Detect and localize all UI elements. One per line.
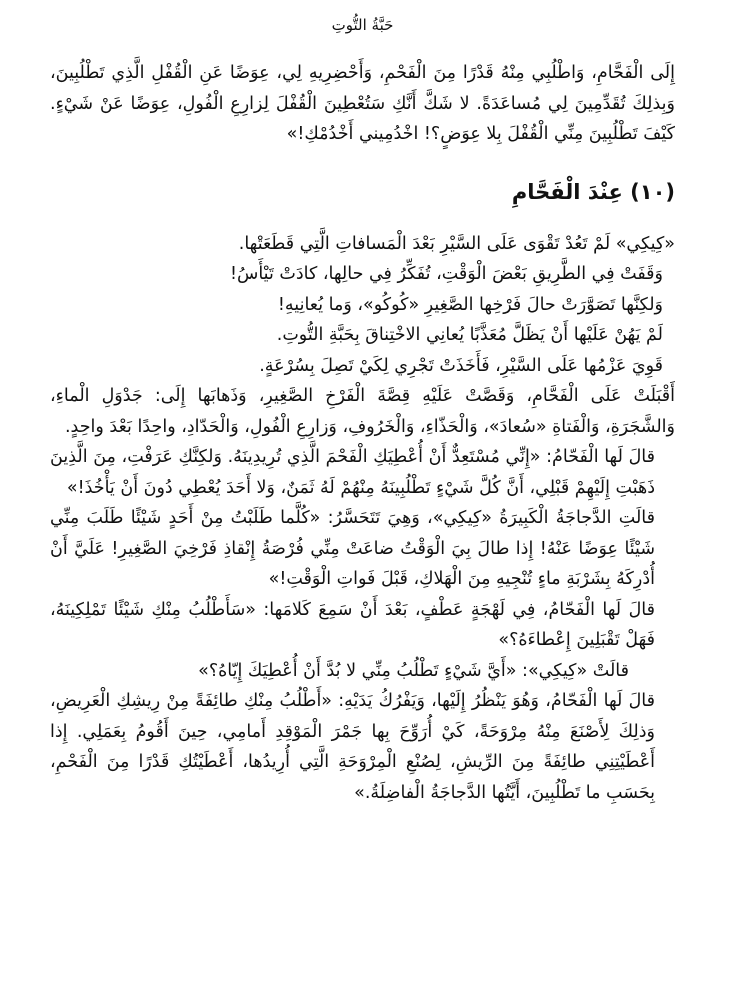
paragraph: قالَتِ الدَّجاجَةُ الْكَبِيرَةُ «كِيكِي»، وَهِيَ تَتَحَسَّرُ: «كُلَّما طَلَبْتُ مِنْ أَحَدٍ شَيْئًا طَلَبَ مِنِّي شَيْئًا عِوَضًا عَنْهُ! إِذا طالَ بِيَ الْوَقْتُ ضاعَتْ مِنِّي فُرْصَةُ إِنْقاذِ فَرْخِيَ الصَّغِيرِ! عَلَيَّ أَنْ أُدْرِكَهُ بِشَرْبَةِ ماءٍ تُنْجِيهِ مِنَ الْهَلاكِ، قَبْلَ فَواتِ الْوَقْتِ!» [50,508,655,589]
paragraph: وَقَفَتْ فِي الطَّرِيقِ بَعْضَ الْوَقْتِ، تُفَكِّرُ فِي حالِها، كادَتْ تَيْأَسُ! [229,264,663,284]
paragraph: قالَتْ «كِيكِي»: «أَيَّ شَيْءٍ تَطْلُبُ مِنِّي لا بُدَّ أَنْ أُعْطِيَكَ إِيّاهُ؟» [198,660,629,681]
running-header: حَبَّةُ التُّوتِ [331,16,394,34]
paragraph: قالَ لَها الْفَحّامُ: «إِنِّي مُسْتَعِدٌّ أَنْ أُعْطِيَكِ الْفَحْمَ الَّذِي تُرِيدِينَهُ. وَلكِنَّكِ عَرَفْتِ، مِنَ الَّذِينَ ذَهَبْتِ إِلَيْهِمْ قَبْلِي، أَنَّ كُلَّ شَيْءٍ تَطْلُبِينَهُ مِنْهُمْ لَهُ ثَمَنٌ، وَلا أَحَدَ يُعْطِي دُونَ أَنْ يَأْخُذَ!» [50,447,655,498]
section-heading: (١٠) عِنْدَ الْفَحَّامِ [511,179,675,204]
paragraph: قالَ لَها الْفَحّامُ، فِي لَهْجَةٍ عَطْفٍ، بَعْدَ أَنْ سَمِعَ كَلامَها: «سَأَطْلُبُ مِنْكِ شَيْئًا تَمْلِكِينَهُ، فَهَلْ تَقْبَلِينَ إِعْطاءَهُ؟» [50,599,655,650]
paragraph: «كِيكِي» لَمْ تَعُدْ تَقْوَى عَلَى السَّيْرِ بَعْدَ الْمَسافاتِ الَّتِي قَطَعَتْها. [238,233,675,254]
opening-paragraph: إِلَى الْفَحَّامِ، وَاطْلُبِي مِنْهُ قَدْرًا مِنَ الْفَحْمِ، وَأَحْضِرِيهِ لِي، عِوَضًا عَنِ الْقُفْلِ الَّذِي تَطْلُبِينَ، وَبِذلِكَ تُقَدِّمِينَ لِي مُساعَدَةً. لا شَكَّ أَنَّكِ سَتُعْطِينَ الْقُفْلَ لِزارِعِ الْفُولِ، عِوَضًا عَنْ شَيْءٍ. كَيْفَ تَطْلُبِينَ مِنِّي الْقُفْلَ بِلا عِوَضٍ؟! اخْدُمِيني أَخْدُمْكِ!» [50,63,675,144]
paragraph: قَوِيَ عَزْمُها عَلَى السَّيْرِ، فَأَخَذَتْ تَجْرِي لِكَيْ تَصِلَ بِسُرْعَةٍ. [259,355,663,376]
paragraph: وَلكِنَّها تَصَوَّرَتْ حالَ فَرْخِها الصَّغِيرِ «كُوكُو»، وَما يُعانِيهِ! [277,294,663,315]
paragraph: أَقْبَلَتْ عَلَى الْفَحَّامِ، وَقَصَّتْ عَلَيْهِ قِصَّةَ الْفَرْخِ الصَّغِيرِ، وَذَهابَها إِلَى: جَدْوَلِ الْماءِ، وَالشَّجَرَةِ، وَالْفَتاةِ «سُعادَ»، وَالْحَذّاءِ، وَالْخَرُوفِ، وَزارِعِ الْفُولِ، وَالْحَدّادِ، واحِدًا بَعْدَ واحِدٍ. [50,386,675,437]
paragraph: لَمْ يَهُنْ عَلَيْها أَنْ يَظَلَّ مُعَذَّبًا يُعانِي الاخْتِناقَ بِحَبَّةِ التُّوتِ. [276,325,663,345]
paragraph: قالَ لَها الْفَحّامُ، وَهُوَ يَنْظُرُ إِلَيْها، وَيَفْرُكُ يَدَيْهِ: «أَطْلُبُ مِنْكِ طائِفَةً مِنْ رِيشِكِ الْعَرِيضِ، وَذلِكَ لِأَصْنَعَ مِنْهُ مِرْوَحَةً، كَيْ أُرَوِّحَ بِها جَمْرَ الْمَوْقِدِ أَمامِي، حِينَ أَقُومُ بِعَمَلِي. إِذا أَعْطَيْتِنِي طائِفَةً مِنَ الرِّيشِ، لِصُنْعِ الْمِرْوَحَةِ الَّتِي أُرِيدُها، أَعْطَيْتُكِ قَدْرًا مِنَ الْفَحْمِ، بِحَسَبِ ما تَطْلُبِينَ، أَيَّتُها الدَّجاجَةُ الْفاضِلَةُ.» [50,691,655,803]
